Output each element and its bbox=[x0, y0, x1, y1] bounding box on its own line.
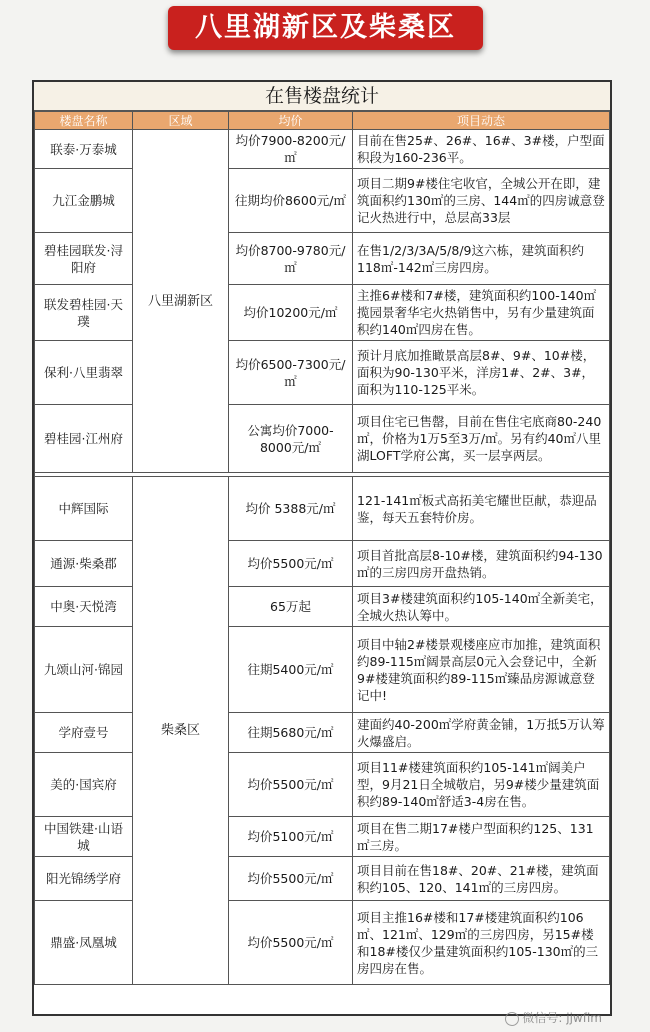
watermark bbox=[505, 1009, 602, 1026]
project-name: 碧桂园·江州府 bbox=[35, 405, 133, 473]
project-name: 阳光锦绣学府 bbox=[35, 857, 133, 901]
project-price: 均价8700-9780元/㎡ bbox=[229, 233, 353, 285]
project-update: 项目二期9#楼住宅收官，全城公开在即，建筑面积约130㎡的三房、144㎡的四房诚意登记火热进行中，总层高33层 bbox=[353, 169, 610, 233]
project-price: 65万起 bbox=[229, 587, 353, 627]
project-update: 建面约40-200㎡学府黄金铺，1万抵5万认筹火爆盛启。 bbox=[353, 713, 610, 753]
project-update: 项目首批高层8-10#楼，建筑面积约94-130㎡的三房四房开盘热销。 bbox=[353, 541, 610, 587]
project-name: 九颂山河·锦园 bbox=[35, 627, 133, 713]
table-row bbox=[35, 405, 610, 473]
project-update: 目前在售25#、26#、16#、3#楼，户型面积段为160-236平。 bbox=[353, 130, 610, 169]
project-price: 均价 5388元/㎡ bbox=[229, 477, 353, 541]
listing-sheet bbox=[32, 80, 612, 1016]
project-name: 通源·柴桑郡 bbox=[35, 541, 133, 587]
project-update: 项目在售二期17#楼户型面积约125、131㎡三房。 bbox=[353, 817, 610, 857]
table-row bbox=[35, 477, 610, 541]
project-price: 均价10200元/㎡ bbox=[229, 285, 353, 341]
project-price: 往期5400元/㎡ bbox=[229, 627, 353, 713]
project-update: 121-141㎡板式高拓美宅耀世臣献，恭迎品鉴，每天五套特价房。 bbox=[353, 477, 610, 541]
project-name: 中国铁建·山语城 bbox=[35, 817, 133, 857]
listing-table bbox=[34, 111, 610, 985]
district-name: 八里湖新区 bbox=[133, 130, 229, 473]
project-price: 均价5500元/㎡ bbox=[229, 857, 353, 901]
project-name: 保利·八里翡翠 bbox=[35, 341, 133, 405]
table-row bbox=[35, 857, 610, 901]
table-row bbox=[35, 541, 610, 587]
table-row bbox=[35, 233, 610, 285]
project-name: 中奥·天悦湾 bbox=[35, 587, 133, 627]
header-row bbox=[35, 112, 610, 130]
project-name: 九江金鹏城 bbox=[35, 169, 133, 233]
project-update: 项目3#楼建筑面积约105-140㎡全新美宅，全城火热认筹中。 bbox=[353, 587, 610, 627]
project-price: 均价5500元/㎡ bbox=[229, 753, 353, 817]
district-name: 柴桑区 bbox=[133, 477, 229, 985]
project-name: 学府壹号 bbox=[35, 713, 133, 753]
watermark-text: 微信号: jjwfim bbox=[522, 1011, 602, 1025]
project-update: 在售1/2/3/3A/5/8/9这六栋，建筑面积约118㎡-142㎡三房四房。 bbox=[353, 233, 610, 285]
table-row bbox=[35, 130, 610, 169]
project-name: 联泰·万泰城 bbox=[35, 130, 133, 169]
table-row bbox=[35, 627, 610, 713]
project-price: 均价5500元/㎡ bbox=[229, 541, 353, 587]
project-price: 均价7900-8200元/㎡ bbox=[229, 130, 353, 169]
table-row bbox=[35, 901, 610, 985]
project-price: 均价5100元/㎡ bbox=[229, 817, 353, 857]
project-update: 预计月底加推瞰景高层8#、9#、10#楼，面积为90-130平米，洋房1#、2#、3#，面积为110-125平米。 bbox=[353, 341, 610, 405]
table-row bbox=[35, 169, 610, 233]
project-name: 鼎盛·凤凰城 bbox=[35, 901, 133, 985]
wechat-icon bbox=[505, 1012, 519, 1026]
table-row bbox=[35, 753, 610, 817]
header-desc: 项目动态 bbox=[353, 112, 610, 130]
project-update: 项目目前在售18#、20#、21#楼，建筑面积约105、120、141㎡的三房四房。 bbox=[353, 857, 610, 901]
header-name: 楼盘名称 bbox=[35, 112, 133, 130]
project-update: 项目11#楼建筑面积约105-141㎡阔美户型，9月21日全城敬启，另9#楼少量建筑面积约89-140㎡舒适3-4房在售。 bbox=[353, 753, 610, 817]
sheet-title: 在售楼盘统计 bbox=[34, 82, 610, 111]
table-row bbox=[35, 285, 610, 341]
project-update: 项目中轴2#楼景观楼座应市加推，建筑面积约89-115㎡阔景高层0元入会登记中，全新9#楼建筑面积约89-115㎡臻品房源诚意登记中! bbox=[353, 627, 610, 713]
project-update: 项目住宅已售罄，目前在售住宅底商80-240㎡，价格为1万5至3万/㎡。另有约40㎡八里湖LOFT学府公寓，买一层享两层。 bbox=[353, 405, 610, 473]
project-update: 主推6#楼和7#楼，建筑面积约100-140㎡揽园景奢华宅火热销售中，另有少量建筑面积约140㎡四房在售。 bbox=[353, 285, 610, 341]
table-row bbox=[35, 341, 610, 405]
project-price: 往期均价8600元/㎡ bbox=[229, 169, 353, 233]
project-price: 往期5680元/㎡ bbox=[229, 713, 353, 753]
project-name: 美的·国宾府 bbox=[35, 753, 133, 817]
project-name: 联发碧桂园·天璞 bbox=[35, 285, 133, 341]
page-banner: 八里湖新区及柴桑区 bbox=[168, 6, 483, 50]
project-price: 均价6500-7300元/㎡ bbox=[229, 341, 353, 405]
project-name: 中辉国际 bbox=[35, 477, 133, 541]
table-row bbox=[35, 817, 610, 857]
table-row bbox=[35, 587, 610, 627]
project-name: 碧桂园联发·浔阳府 bbox=[35, 233, 133, 285]
header-price: 均价 bbox=[229, 112, 353, 130]
project-price: 公寓均价7000-8000元/㎡ bbox=[229, 405, 353, 473]
header-district: 区域 bbox=[133, 112, 229, 130]
project-price: 均价5500元/㎡ bbox=[229, 901, 353, 985]
project-update: 项目主推16#楼和17#楼建筑面积约106㎡、121㎡、129㎡的三房四房，另15#楼和18#楼仅少量建筑面积约105-130㎡的三房四房在售。 bbox=[353, 901, 610, 985]
table-row bbox=[35, 713, 610, 753]
